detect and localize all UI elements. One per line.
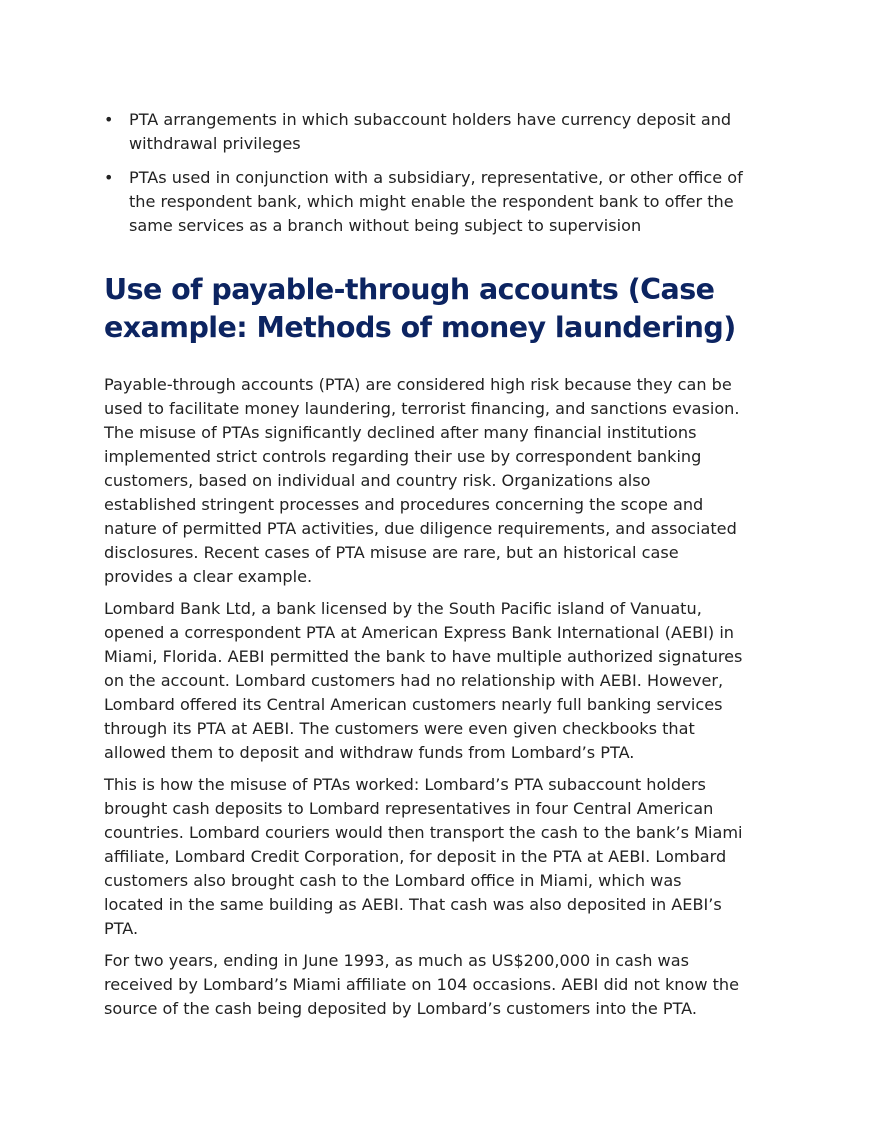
- paragraph-lombard-bank: Lombard Bank Ltd, a bank licensed by the South Pacific island of Vanuatu, opened a correspondent PTA at American Express Bank International (AEBI) in Miami, Florida. AEBI permitted the bank to have multiple authorized signatures on the account. Lombard customers had no relationship with AEBI. However, Lombard offered its Central American customers nearly full banking services through its PTA at AEBI. The customers were even given checkbooks that allowed them to deposit and withdraw funds from Lombard’s PTA.: [104, 599, 743, 762]
- bullet-dot-icon: •: [104, 110, 114, 129]
- bullet-item: [104, 166, 744, 238]
- bullet-item: [104, 108, 744, 156]
- section-heading: Use of payable-through accounts (Case example: Methods of money laundering): [104, 273, 736, 344]
- paragraph-pta-risk: Payable-through accounts (PTA) are considered high risk because they can be used to facilitate money laundering, terrorist financing, and sanctions evasion. The misuse of PTAs significantly declined after many financial institutions implemented strict controls regarding their use by correspondent banking customers, based on individual and country risk. Organizations also established stringent processes and procedures concerning the scope and nature of permitted PTA activities, due diligence requirements, and associated disclosures. Recent cases of PTA misuse are rare, but an historical case provides a clear example.: [104, 375, 740, 586]
- paragraph-misuse-mechanism: This is how the misuse of PTAs worked: Lombard’s PTA subaccount holders brought cash deposits to Lombard representatives in four Central American countries. Lombard couriers would then transport the cash to the bank’s Miami affiliate, Lombard Credit Corporation, for deposit in the PTA at AEBI. Lombard customers also brought cash to the Lombard office in Miami, which was located in the same building as AEBI. That cash was also deposited in AEBI’s PTA.: [104, 775, 743, 938]
- page-content: [104, 108, 744, 1029]
- paragraph-cash-deposits: For two years, ending in June 1993, as much as US$200,000 in cash was received by Lombard’s Miami affiliate on 104 occasions. AEBI did not know the source of the cash being deposited by Lombard’s customers into the PTA.: [104, 951, 740, 1018]
- bullet-list: [104, 108, 744, 238]
- bullet-text: PTA arrangements in which subaccount holders have currency deposit and withdrawal privileges: [129, 110, 732, 153]
- bullet-dot-icon: •: [104, 168, 114, 187]
- bullet-text: PTAs used in conjunction with a subsidiary, representative, or other office of the respondent bank, which might enable the respondent bank to offer the same services as a branch without being subject to supervision: [129, 168, 743, 235]
